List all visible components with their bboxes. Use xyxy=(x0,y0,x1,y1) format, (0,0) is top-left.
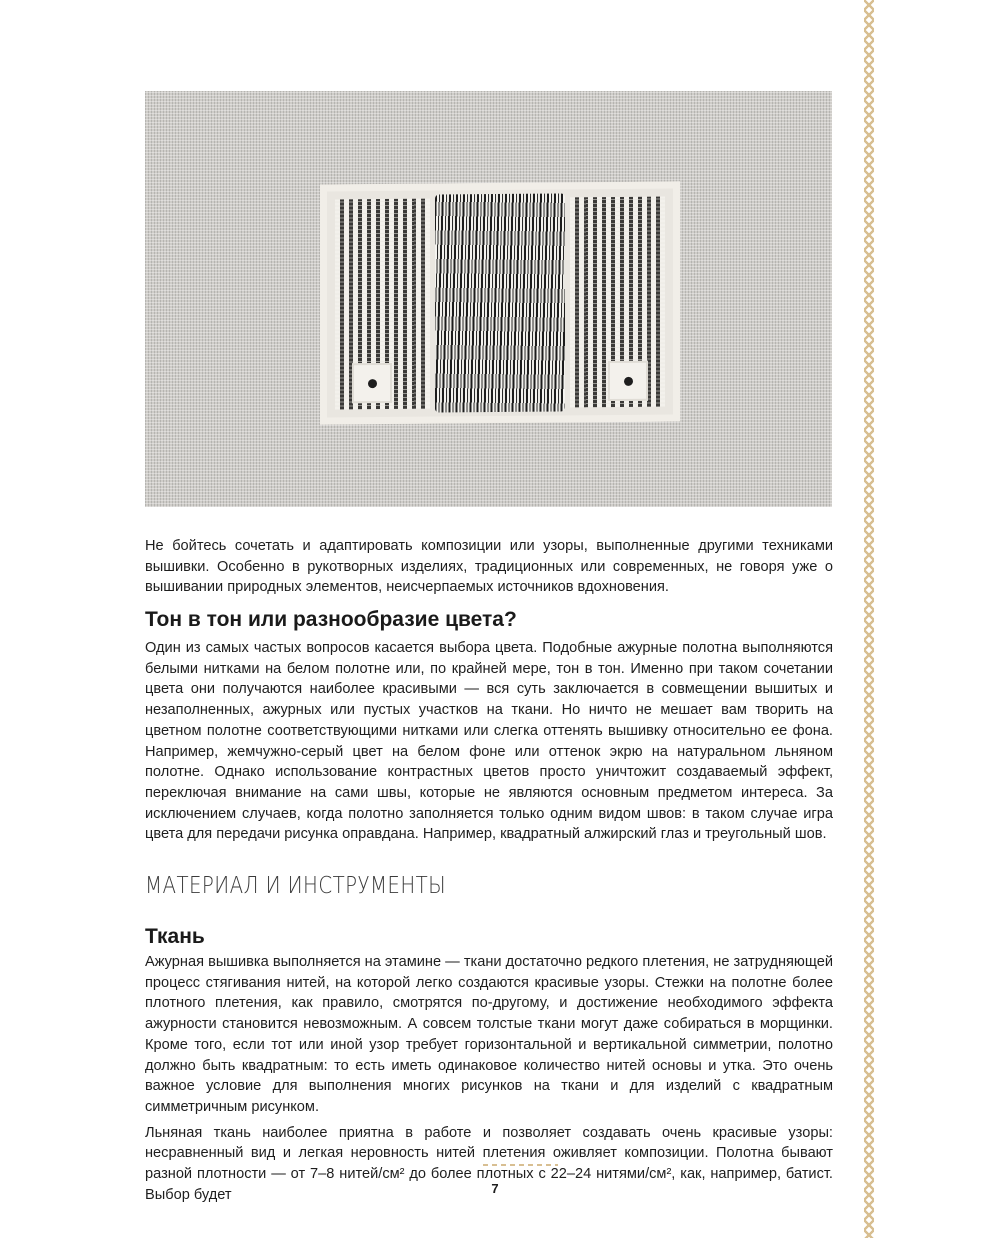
page-number: 7 xyxy=(491,1181,499,1196)
intro-text: Не бойтесь сочетать и адаптировать композиции или узоры, выполненные другими техниками вышивки. Особенно в рукотворных изделиях, традиционных или современных, не говоря уже о вышивании природных элементов, неисчерпаемых источников вдохновения. xyxy=(145,538,833,596)
fabric-paragraphs xyxy=(145,952,833,1205)
embroidery-photo xyxy=(145,91,832,507)
section-heading-fabric: Ткань xyxy=(145,925,205,948)
eyelet-motif-left xyxy=(352,363,392,403)
section-heading-color: Тон в тон или разнообразие цвета? xyxy=(145,608,517,631)
fabric-text-1: Ажурная вышивка выполняется на этамине — ткани достаточно редкого плетения, не затрудняющей процесс стягивания нитей, на которой легко создаются красивые узоры. Стежки на полотне более плотного плетения, как правило, смотрятся по-другому, и достижение необходимого эффекта ажурности становится невозможным. А совсем толстые ткани могут даже собираться в морщинки. Кроме того, если тот или иной узор требует горизонтальной и вертикальной симметрии, полотно должно быть квадратным: то есть иметь одинаковое количество нитей основы и утка. Это очень важное условие для выполнения многих рисунков на ткани и для изделий с квадратным симметричным рисунком. xyxy=(145,954,833,1115)
color-paragraph xyxy=(145,638,833,845)
eyelet-motif-right xyxy=(608,361,648,401)
color-text: Один из самых частых вопросов касается выбора цвета. Подобные ажурные полотна выполняются белыми нитками на белом полотне или, по крайней мере, тон в тон. Именно при таком сочетании цвета они получаются наиболее красивыми — вся суть заключается в совмещении вышитых и незаполненных, ажурных или пустых участков на ткани. Но ничто не мешает вам творить на цветном полотне соответствующими нитками или слегка оттенять вышивку относительно ее фона. Например, жемчужно-серый цвет на белом фоне или оттенок экрю на натуральном льняном полотне. Однако использование контрастных цветов просто уничтожит создаваемый эффект, переключая внимание на сами швы, которые не являются основным предметом интереса. За исключением случаев, когда полотно заполняется только одним видом швов: в таком случае игра цвета для передачи рисунка оправдана. Например, квадратный алжирский глаз и треугольный шов. xyxy=(145,640,833,843)
decorative-diamond-border xyxy=(862,0,876,1238)
intro-paragraph xyxy=(145,536,833,598)
chapter-title: МАТЕРИАЛ И ИНСТРУМЕНТЫ xyxy=(145,873,447,899)
wavy-thread-center xyxy=(435,193,565,412)
drawn-thread-panel xyxy=(320,181,680,424)
footer-dashed-ornament xyxy=(483,1164,558,1166)
fabric-text-2: Льняная ткань наиболее приятна в работе и позволяет создавать очень красивые узоры: несравненный вид и легкая неровность нитей плетения оживляет композиции. Полотна бывают разной плотности — от 7–8 нитей/см² до более плотных с 22–24 нитями/см², как, например, батист. Выбор будет xyxy=(145,1124,833,1203)
